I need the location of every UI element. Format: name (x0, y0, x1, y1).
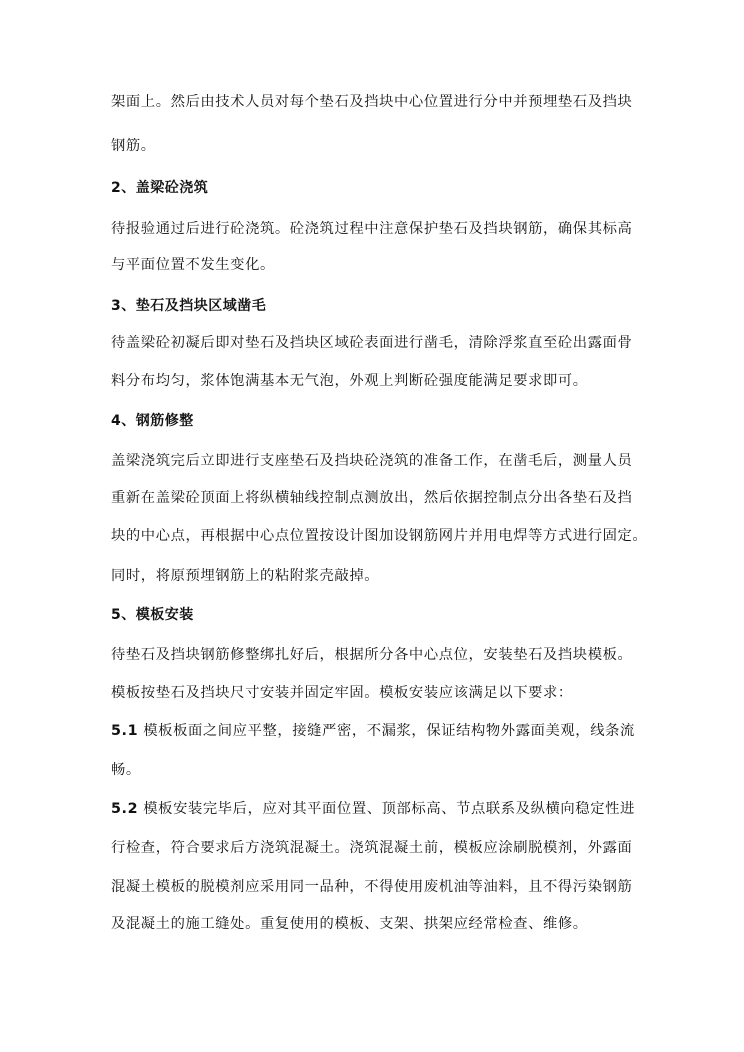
paragraph-line: 混凝土模板的脱模剂应采用同一品种，不得使用废机油等油料，且不得污染钢筋 (111, 879, 633, 895)
paragraph-line: 待盖梁砼初凝后即对垫石及挡块区域砼表面进行凿毛，清除浮浆直至砼出露面骨 (111, 335, 633, 351)
item-text: 模板板面之间应平整，接缝严密，不漏浆，保证结构物外露面美观，线条流 (138, 723, 635, 739)
paragraph-line: 同时，将原预埋钢筋上的粘附浆壳敲掉。 (111, 568, 380, 584)
item-number: 5.1 (111, 723, 139, 739)
item-text: 模板安装完毕后，应对其平面位置、顶部标高、节点联系及纵横向稳定性进 (138, 801, 635, 817)
paragraph-line: 模板按垫石及挡块尺寸安装并固定牢固。模板安装应该满足以下要求： (111, 685, 573, 701)
paragraph-line: 盖梁浇筑完后立即进行支座垫石及挡块砼浇筑的准备工作，在凿毛后，测量人员 (111, 453, 633, 469)
section-heading: 3、垫石及挡块区域凿毛 (111, 298, 267, 314)
paragraph-line: 钢筋。 (111, 138, 156, 154)
list-item (111, 721, 641, 741)
paragraph-line: 待垫石及挡块钢筋修整绑扎好后，根据所分各中心点位，安装垫石及挡块模板。 (111, 647, 633, 663)
paragraph-line: 及混凝土的施工缝处。重复使用的模板、支架、拱架应经常检查、维修。 (111, 916, 588, 932)
paragraph-line: 待报验通过后进行砼浇筑。砼浇筑过程中注意保护垫石及挡块钢筋，确保其标高 (111, 221, 633, 237)
section-heading: 2、盖梁砼浇筑 (111, 180, 209, 196)
paragraph-line: 块的中心点，再根据中心点位置按设计图加设钢筋网片并用电焊等方式进行固定。 (111, 528, 648, 544)
item-number: 5.2 (111, 801, 139, 817)
paragraph-line: 重新在盖梁砼顶面上将纵横轴线控制点测放出，然后依据控制点分出各垫石及挡 (111, 490, 633, 506)
paragraph-line: 架面上。然后由技术人员对每个垫石及挡块中心位置进行分中并预埋垫石及挡块 (111, 94, 633, 110)
section-heading: 5、模板安装 (111, 607, 194, 623)
section-heading: 4、钢筋修整 (111, 413, 194, 429)
list-item (111, 799, 641, 819)
paragraph-line: 与平面位置不发生变化。 (111, 257, 275, 273)
paragraph-line: 行检查，符合要求后方浇筑混凝土。浇筑混凝土前，模板应涂刷脱模剂，外露面 (111, 840, 633, 856)
paragraph-line: 畅。 (111, 762, 141, 778)
paragraph-line: 料分布均匀，浆体饱满基本无气泡，外观上判断砼强度能满足要求即可。 (111, 373, 588, 389)
